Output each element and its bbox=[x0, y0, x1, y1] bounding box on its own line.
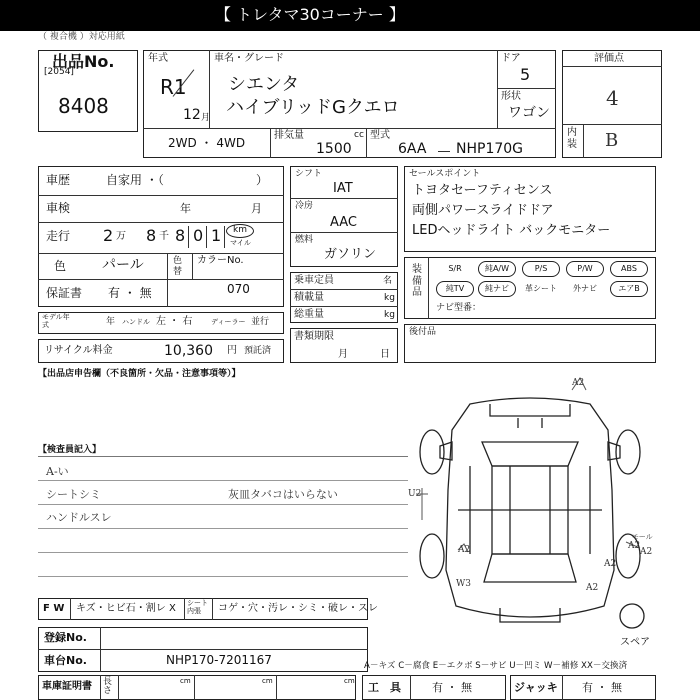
car-diagram bbox=[400, 370, 660, 640]
mileage-label: 走行 bbox=[46, 229, 71, 243]
interior-value: B bbox=[605, 130, 619, 151]
name-label: 車名・グレード bbox=[214, 53, 284, 64]
color-value: パール bbox=[102, 257, 144, 273]
sales-point-3: LEDヘッドライト バックモニター bbox=[412, 223, 611, 238]
color-no-label: カラーNo. bbox=[197, 255, 244, 266]
sales-point-1: トヨタセーフティセンス bbox=[412, 183, 553, 198]
color-change-label: 色替 bbox=[173, 256, 183, 277]
warranty-value: 有 ・ 無 bbox=[108, 286, 152, 300]
inspector-note-1: A-い bbox=[46, 465, 69, 478]
equip-aw: 純A/W bbox=[478, 261, 516, 277]
score-value: 4 bbox=[606, 86, 619, 110]
inspector-note-2: シートシミ bbox=[46, 488, 101, 501]
mileage-digit-2: 8 bbox=[175, 226, 186, 245]
equip-navi: 純ナビ bbox=[478, 281, 516, 297]
equip-ps: P/S bbox=[522, 261, 560, 277]
shift-label: シフト bbox=[295, 169, 323, 179]
fuel-value: ガソリン bbox=[324, 247, 377, 262]
retrofit-box bbox=[404, 324, 656, 363]
damage-legend: A－キズ C－腐食 E－エクボ S－サビ U－凹ミ W－補修 XX－交換済 bbox=[364, 661, 628, 671]
lot-tag: [2054] bbox=[44, 67, 74, 77]
fw-text: キズ・ヒビ石・割レ X bbox=[76, 603, 176, 614]
equip-ext-navi: 外ナビ bbox=[573, 284, 597, 293]
car-grade: ハイブリッドGクエロ bbox=[226, 97, 400, 118]
seller-notes-label: 【出品店申告欄（不良箇所・欠品・注意事項等）】 bbox=[38, 369, 241, 379]
diag-mark-2: A2 bbox=[458, 545, 471, 555]
recycle-value: 10,360 bbox=[164, 343, 213, 359]
history-value: 自家用 ・（ bbox=[106, 173, 164, 187]
inspector-label: 【検査員記入】 bbox=[38, 445, 102, 455]
car-name: シエンタ bbox=[228, 74, 300, 95]
diag-mark-5: A2 bbox=[628, 541, 641, 551]
equip-leather: 革シート bbox=[525, 284, 557, 293]
chassis-number: NHP170-7201167 bbox=[166, 653, 272, 667]
ac-label: 冷房 bbox=[295, 201, 314, 211]
mileage-man: 2 bbox=[103, 226, 114, 245]
equip-tv: 純TV bbox=[436, 281, 474, 297]
sales-point-2: 両側パワースライドドア bbox=[412, 203, 554, 218]
diag-mark-3: A2 bbox=[640, 547, 653, 557]
inspector-note-4: 灰皿タバコはいらない bbox=[228, 488, 338, 501]
equip-airbag: エアB bbox=[610, 281, 648, 297]
seat-text: コゲ・穴・汚レ・シミ・破レ・スレ bbox=[218, 603, 378, 614]
jack-value: 有 ・ 無 bbox=[582, 681, 622, 694]
model-prefix: 6AA bbox=[398, 141, 427, 157]
diag-mark-6: モール bbox=[632, 533, 653, 541]
equip-pw: P/W bbox=[566, 261, 604, 277]
diag-mark-4: A2 bbox=[586, 583, 599, 593]
banner-title: 【 トレタマ30コーナー 】 bbox=[215, 5, 405, 24]
mileage-digit-1: 8 bbox=[146, 226, 157, 245]
interior-label: 内装 bbox=[567, 127, 577, 150]
score-label: 評価点 bbox=[594, 53, 624, 64]
inspector-note-3: ハンドルスレ bbox=[46, 511, 112, 524]
fuel-label: 燃料 bbox=[295, 235, 314, 245]
color-label: 色 bbox=[54, 259, 67, 273]
doors-value: 5 bbox=[520, 65, 531, 84]
color-no-value: 070 bbox=[227, 282, 250, 296]
diag-mark-9: A2 bbox=[604, 559, 617, 569]
lot-number: 8408 bbox=[58, 94, 109, 118]
top-note: （ 複合機 ）対応用紙 bbox=[38, 32, 125, 42]
model-label: 型式 bbox=[370, 130, 390, 141]
equip-abs: ABS bbox=[610, 261, 648, 277]
history-label: 車歴 bbox=[46, 173, 71, 187]
recycle-label: リサイクル料金 bbox=[44, 345, 113, 356]
diag-mark-7: U2 bbox=[408, 489, 422, 499]
inspection-label: 車検 bbox=[46, 201, 71, 215]
lot-label: 出品No. bbox=[52, 52, 115, 71]
year-month: 12 bbox=[183, 107, 201, 123]
body-type-label: 形状 bbox=[501, 91, 521, 102]
diag-mark-1: A2 bbox=[572, 378, 585, 388]
year-era: R1 bbox=[160, 75, 187, 99]
mileage-digit-3: 0 bbox=[193, 226, 204, 245]
shift-value: IAT bbox=[333, 181, 353, 196]
handle-value: 左 ・ 右 bbox=[156, 316, 193, 327]
tools-value: 有 ・ 無 bbox=[432, 681, 472, 694]
body-type-value: ワゴン bbox=[508, 105, 550, 121]
doors-label: ドア bbox=[501, 53, 521, 64]
drive-type: 2WD ・ 4WD bbox=[168, 136, 246, 150]
displacement-value: 1500 bbox=[316, 141, 352, 157]
mileage-digit-4: 1 bbox=[211, 226, 222, 245]
model-code: NHP170G bbox=[456, 141, 524, 157]
displacement-label: 排気量 bbox=[274, 130, 304, 141]
equip-sr: S/R bbox=[448, 264, 462, 273]
diag-mark-8: W3 bbox=[456, 579, 471, 589]
spare-label: スペア bbox=[620, 637, 650, 648]
ac-value: AAC bbox=[330, 215, 357, 230]
year-label: 年式 bbox=[148, 53, 168, 64]
warranty-label: 保証書 bbox=[46, 286, 83, 300]
